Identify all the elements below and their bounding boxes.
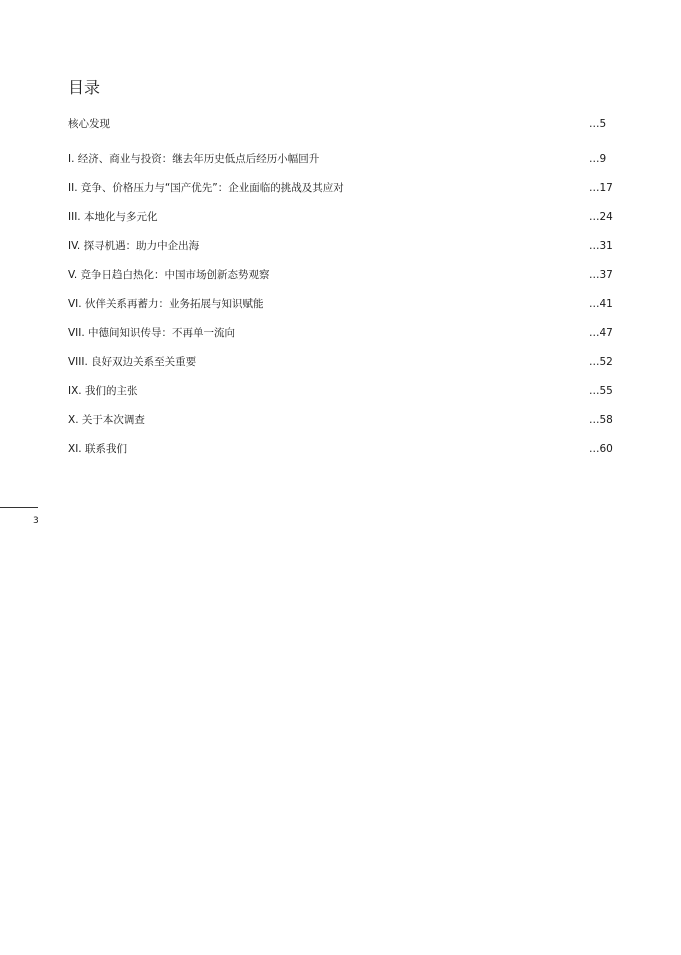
toc-item-key-findings[interactable] [68,116,613,151]
toc-item-page: …47 [589,327,613,339]
toc-item-page: …58 [589,414,613,426]
toc-item-label: I. 经济、商业与投资：继去年历史低点后经历小幅回升 [68,153,320,165]
toc-item-label: VIII. 良好双边关系至关重要 [68,356,197,368]
toc-item-page: …52 [589,356,613,368]
toc-item-label: XI. 联系我们 [68,443,127,455]
footer-divider [0,507,38,508]
toc-item-page: …5 [589,118,607,130]
toc-item-chapter-4[interactable] [68,238,613,267]
toc-item-page: …41 [589,298,613,310]
toc-item-page: …60 [589,443,613,455]
table-of-contents [68,116,613,470]
toc-item-page: …24 [589,211,613,223]
toc-item-chapter-9[interactable] [68,383,613,412]
toc-item-label: IV. 探寻机遇：助力中企出海 [68,240,200,252]
toc-item-page: …31 [589,240,613,252]
toc-item-chapter-11[interactable] [68,441,613,470]
toc-item-label: IX. 我们的主张 [68,385,138,397]
toc-item-page: …9 [589,153,607,165]
toc-item-chapter-8[interactable] [68,354,613,383]
toc-item-label: 核心发现 [68,118,110,130]
toc-item-page: …17 [589,182,613,194]
page-number: 3 [33,516,39,526]
toc-item-chapter-1[interactable] [68,151,613,180]
toc-item-label: II. 竞争、价格压力与“国产优先”：企业面临的挑战及其应对 [68,182,344,194]
page-title: 目录 [68,78,101,97]
toc-item-label: VII. 中德间知识传导：不再单一流向 [68,327,236,339]
toc-item-chapter-5[interactable] [68,267,613,296]
toc-item-label: III. 本地化与多元化 [68,211,158,223]
toc-item-chapter-10[interactable] [68,412,613,441]
toc-item-chapter-3[interactable] [68,209,613,238]
toc-item-chapter-7[interactable] [68,325,613,354]
toc-item-label: VI. 伙伴关系再蓄力：业务拓展与知识赋能 [68,298,264,310]
toc-item-chapter-6[interactable] [68,296,613,325]
toc-item-page: …37 [589,269,613,281]
toc-item-chapter-2[interactable] [68,180,613,209]
toc-item-label: V. 竞争日趋白热化：中国市场创新态势观察 [68,269,270,281]
toc-item-page: …55 [589,385,613,397]
toc-item-label: X. 关于本次调查 [68,414,145,426]
